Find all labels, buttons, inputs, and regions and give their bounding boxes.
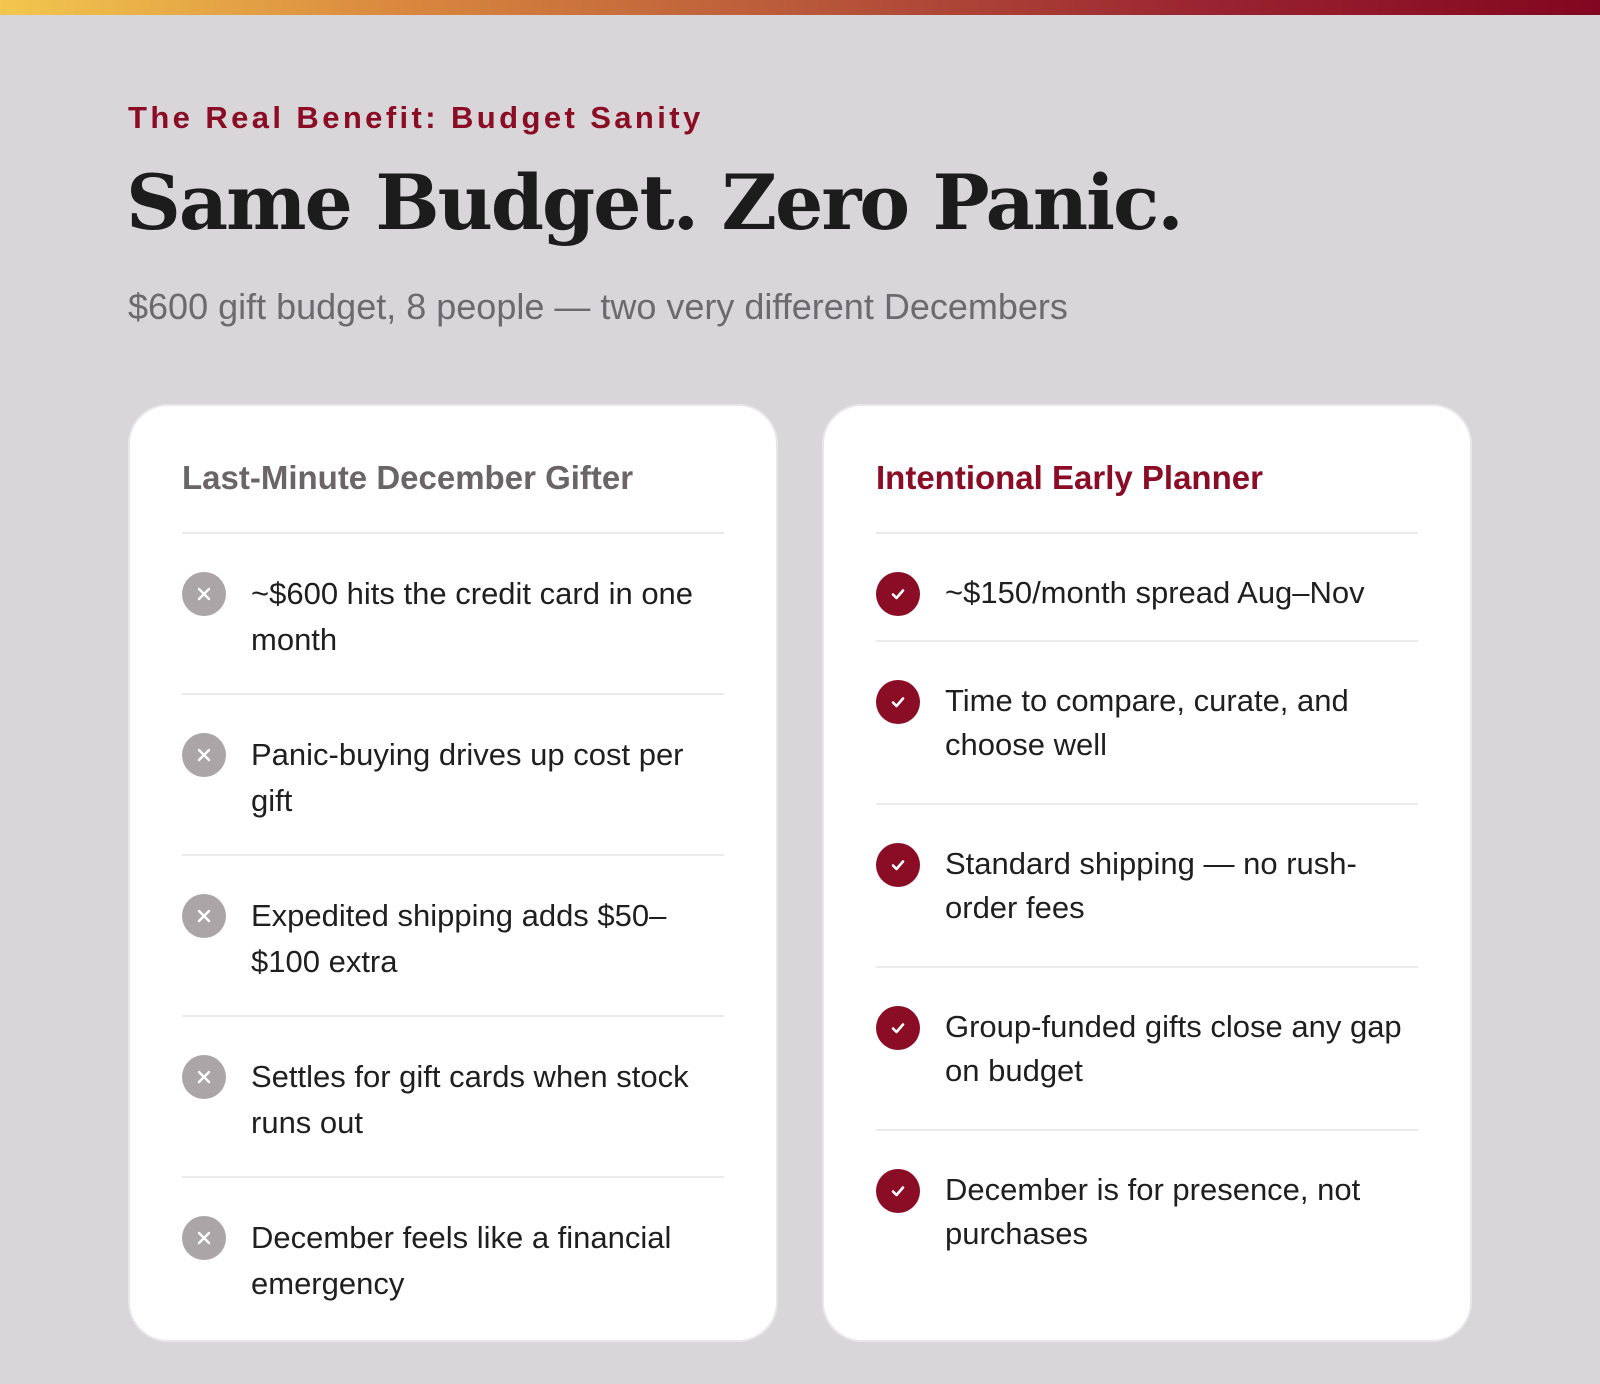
list-item-text: Expedited shipping adds $50–$100 extra: [251, 898, 667, 979]
check-icon: [876, 1006, 920, 1050]
x-icon: [182, 1216, 226, 1260]
list-item-text: Standard shipping — no rush-order fees: [945, 846, 1357, 925]
x-icon: [182, 894, 226, 938]
list-item-text: ~$600 hits the credit card in one month: [251, 576, 694, 657]
card-title: Last-Minute December Gifter: [182, 458, 724, 534]
list-item: [876, 534, 1418, 642]
drawback-list: [182, 534, 724, 1337]
list-item: [876, 805, 1418, 968]
check-icon: [876, 572, 920, 616]
list-item: [182, 856, 724, 1017]
list-item-text: December is for presence, not purchases: [945, 1172, 1361, 1251]
list-item-text: Time to compare, curate, and choose well: [945, 683, 1349, 762]
check-icon: [876, 1169, 920, 1213]
x-icon: [182, 733, 226, 777]
list-item-text: Group-funded gifts close any gap on budget: [945, 1009, 1402, 1088]
check-icon: [876, 843, 920, 887]
list-item: [182, 534, 724, 695]
eyebrow-label: The Real Benefit: Budget Sanity: [128, 100, 704, 135]
list-item: [182, 1017, 724, 1178]
list-item-text: Settles for gift cards when stock runs out: [251, 1059, 689, 1140]
list-item: [876, 1131, 1418, 1292]
check-icon: [876, 680, 920, 724]
last-minute-gifter-card: [128, 404, 778, 1342]
page-subtitle: $600 gift budget, 8 people — two very different Decembers: [128, 286, 1068, 327]
page-title: Same Budget. Zero Panic.: [126, 158, 1182, 247]
list-item: [876, 642, 1418, 805]
list-item-text: ~$150/month spread Aug–Nov: [945, 575, 1365, 610]
card-title: Intentional Early Planner: [876, 458, 1418, 534]
list-item: [182, 1178, 724, 1337]
list-item-text: Panic-buying drives up cost per gift: [251, 737, 684, 818]
list-item-text: December feels like a financial emergency: [251, 1220, 672, 1301]
list-item: [876, 968, 1418, 1131]
x-icon: [182, 1055, 226, 1099]
list-item: [182, 695, 724, 856]
benefit-list: [876, 534, 1418, 1292]
x-icon: [182, 572, 226, 616]
early-planner-card: [822, 404, 1472, 1342]
